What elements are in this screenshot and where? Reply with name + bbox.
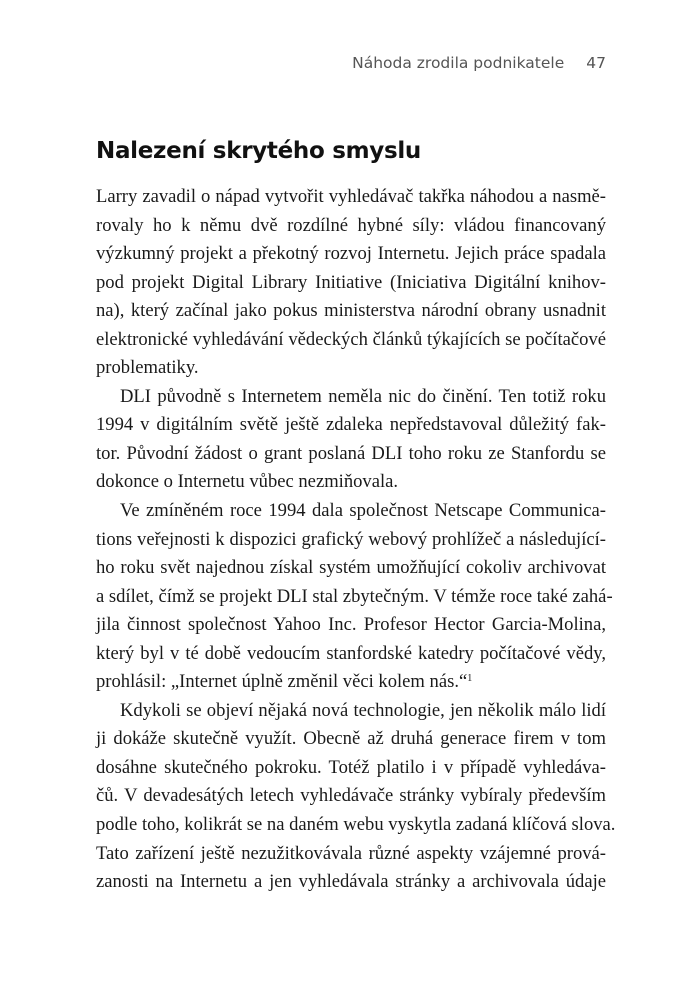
paragraph-line: zanosti na Internetu a jen vyhledávala stránky a archivovala údaje — [96, 871, 606, 893]
paragraph-line: čů. V devadesátých letech vyhledávače stránky vybíraly především — [96, 785, 606, 807]
paragraph-line: Larry zavadil o nápad vytvořit vyhledávač takřka náhodou a nasmě- — [96, 186, 606, 207]
paragraph-line: podle toho, kolikrát se na daném webu vyskytla zadaná klíčová slova. — [96, 814, 616, 836]
paragraph-line: 1994 v digitálním světě ještě zdaleka nepředstavoval důležitý fak- — [96, 414, 606, 436]
line-text: prohlásil: „Internet úplně změnil věci kolem nás.“ — [96, 671, 468, 693]
paragraph-line: elektronické vyhledávání vědeckých článků týkajících se počítačové — [96, 328, 606, 350]
paragraph-line: který byl v té době vedoucím stanfordské katedry počítačové vědy, — [96, 642, 606, 664]
paragraph-line: dokonce o Internetu vůbec nezmiňovala. — [96, 471, 399, 493]
paragraph-line — [96, 668, 606, 697]
paragraph-line: a sdílet, čímž se projekt DLI stal zbytečným. V témže roce také zahá- — [96, 585, 613, 607]
paragraph-line: ho roku svět najednou získal systém umožňující cokoliv archivovat — [96, 557, 606, 579]
page-number: 47 — [586, 54, 606, 72]
paragraph-line: Ve zmíněném roce 1994 dala společnost Netscape Communica- — [120, 500, 606, 522]
paragraph-line: DLI původně s Internetem neměla nic do činění. Ten totiž roku — [120, 385, 606, 407]
paragraph-line: problematiky. — [96, 357, 199, 379]
paragraph-line: tor. Původní žádost o grant poslaná DLI toho roku ze Stanfordu se — [96, 442, 606, 464]
footnote-marker[interactable]: 1 — [467, 673, 473, 685]
paragraph-line: ji dokáže skutečně využít. Obecně až druhá generace firem v tom — [96, 728, 606, 750]
paragraph-line: tions veřejnosti k dispozici grafický webový prohlížeč a následující- — [96, 528, 606, 550]
paragraph-line: Kdykoli se objeví nějaká nová technologie, jen několik málo lidí — [120, 699, 606, 721]
paragraph-line: výzkumný projekt a překotný rozvoj Internetu. Jejich práce spadala — [96, 243, 606, 265]
running-title: Náhoda zrodila podnikatele — [352, 54, 565, 72]
paragraph-line: rovaly ho k němu dvě rozdílné hybné síly: vládou financovaný — [96, 214, 606, 236]
section-heading: Nalezení skrytého smyslu — [96, 138, 421, 164]
paragraph-line: Tato zařízení ještě nezužitkovávala různé aspekty vzájemné prová- — [96, 842, 606, 864]
paragraph-line: jila činnost společnost Yahoo Inc. Profesor Hector Garcia-Molina, — [96, 614, 606, 636]
running-header — [96, 54, 606, 72]
body-text — [96, 183, 616, 897]
paragraph-line: dosáhne skutečného pokroku. Totéž platilo i v případě vyhledáva- — [96, 756, 606, 778]
paragraph-line: na), který začínal jako pokus ministerstva národní obrany usnadnit — [96, 300, 606, 322]
paragraph-line: pod projekt Digital Library Initiative (Iniciativa Digitální knihov- — [96, 271, 606, 293]
